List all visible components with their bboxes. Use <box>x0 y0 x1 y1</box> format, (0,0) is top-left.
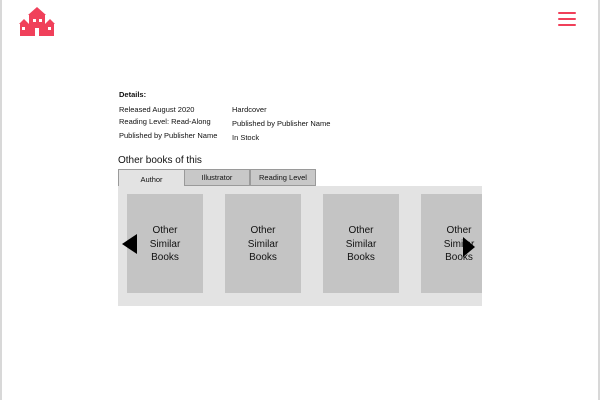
card-text-line: Books <box>445 252 473 264</box>
book-card[interactable] <box>127 194 203 293</box>
reading-level: Reading Level: Read-Along <box>119 117 211 126</box>
page-border-left <box>0 0 2 400</box>
card-text-line: Similar <box>247 238 279 250</box>
release-date: Released August 2020 <box>119 105 195 114</box>
card-text-line: Other <box>348 225 374 237</box>
book-card[interactable] <box>323 194 399 293</box>
publisher-right: Published by Publisher Name <box>232 119 331 128</box>
stock-status: In Stock <box>232 133 260 142</box>
details-heading: Details: <box>119 90 147 99</box>
card-text-line: Books <box>347 252 375 264</box>
card-text-line: Similar <box>443 238 475 250</box>
book-carousel <box>118 186 482 306</box>
card-text-line: Other <box>446 225 472 237</box>
publisher-left: Published by Publisher Name <box>119 131 218 140</box>
tab-illustrator[interactable]: Illustrator <box>184 169 250 186</box>
book-card[interactable] <box>225 194 301 293</box>
format: Hardcover <box>232 105 267 114</box>
house-logo-icon[interactable] <box>18 6 56 36</box>
card-text-line: Other <box>250 225 276 237</box>
card-text-line: Books <box>249 252 277 264</box>
card-text-line: Books <box>151 252 179 264</box>
arrow-right-icon[interactable] <box>463 237 475 257</box>
card-text-line: Similar <box>149 238 181 250</box>
other-books-heading: Other books of this <box>118 155 202 166</box>
hamburger-menu-icon[interactable] <box>558 12 576 28</box>
arrow-left-icon[interactable] <box>122 234 137 254</box>
tab-author[interactable]: Author <box>118 169 185 187</box>
card-text-line: Other <box>152 225 178 237</box>
card-text-line: Similar <box>345 238 377 250</box>
tab-reading-level[interactable]: Reading Level <box>250 169 316 186</box>
